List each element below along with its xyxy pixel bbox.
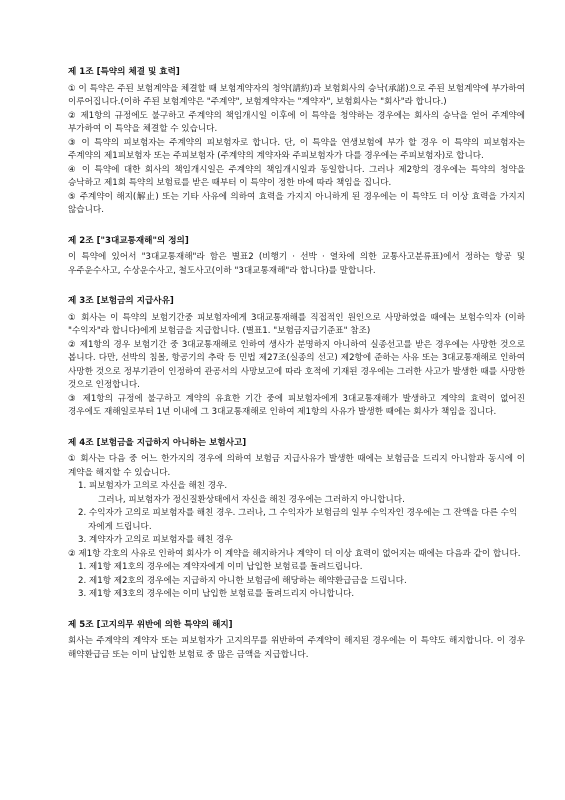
article-4-item-1: 1. 피보험자가 고의로 자신을 해친 경우. bbox=[78, 481, 228, 491]
article-1-para-2: ② 제1항의 규정에도 불구하고 주계약의 책임개시일 이후에 이 특약을 청약하는 경우에는 회사의 승낙을 얻어 주계약에 부가하여 이 특약을 체결할 수 있습니다. bbox=[68, 110, 525, 134]
article-3-title: 제 3조 [보험금의 지급사유] bbox=[68, 296, 174, 306]
article-1-para-4: ④ 이 특약에 대한 회사의 책임개시일은 주계약의 책임개시일과 동일합니다. 그러나 제2항의 경우에는 특약의 청약을 승낙하고 제1회 특약의 보험료를 받은 때부터 이 특약이 정한 바에 따라 책임을 집니다. bbox=[68, 164, 525, 188]
article-5 bbox=[68, 619, 525, 663]
article-1-title: 제 1조 [특약의 체결 및 효력] bbox=[68, 67, 180, 77]
article-2-para-1: 이 특약에 있어서 "3대교통재해"라 함은 별표2 (비행기 · 선박 · 열차에 의한 교통사고분류표)에서 정하는 항공 및 우주운수사고, 수상운수사고, 철도사고(이하 "3대교통재해"라 합니다)를 말합니다. bbox=[68, 252, 525, 276]
article-2 bbox=[68, 235, 525, 279]
article-1 bbox=[68, 66, 525, 218]
article-5-para-1: 회사는 주계약의 계약자 또는 피보험자가 고지의무를 위반하여 주계약이 해지된 경우에는 이 특약도 해지합니다. 이 경우 해약환급금 또는 이미 납입한 보험료 중 많은 금액을 지급합니다. bbox=[68, 636, 525, 660]
article-1-para-1: ① 이 특약은 주된 보험계약을 체결할 때 보험계약자의 청약(請約)과 보험회사의 승낙(承諾)으로 주된 보험계약에 부가하여 이루어집니다.(이하 주된 보험계약은 "주계약", 보험계약자는 "계약자", 보험회사는 "회사"라 합니다.) bbox=[68, 83, 525, 107]
article-3-para-1: ① 회사는 이 특약의 보험기간중 피보험자에게 3대교통재해를 직접적인 원인으로 사망하였을 때에는 보험수익자 (이하 "수익자"라 합니다)에게 보험금을 지급합니다. (별표1. "보험금지급기준표" 참조) bbox=[68, 312, 525, 336]
article-2-title: 제 2조 ["3대교통재해"의 정의] bbox=[68, 235, 189, 246]
article-4-subitem-3: 3. 제1항 제3호의 경우에는 이미 납입한 보험료를 돌려드리지 아니합니다. bbox=[78, 589, 355, 599]
article-4-para-1: ① 회사는 다음 중 어느 한가지의 경우에 의하여 보험금 지급사유가 발생한 때에는 보험금을 드리지 아니함과 동시에 이 계약을 해지할 수 있습니다. bbox=[68, 454, 525, 478]
article-1-para-3: ③ 이 특약의 피보험자는 주계약의 피보험자로 합니다. 단, 이 특약을 연생보험에 부가 할 경우 이 특약의 피보험자는 주계약의 제1피보험자 또는 주피보험자 (주계약의 계약자와 주피보험자가 다를 경우에는 주피보험자)로 합니다. bbox=[68, 137, 525, 161]
article-5-title: 제 5조 [고지의무 위반에 의한 특약의 해지] bbox=[68, 619, 233, 630]
article-1-para-5: ⑤ 주계약이 해지(解止) 또는 기타 사유에 의하여 효력을 가지지 아니하게 된 경우에는 이 특약도 더 이상 효력을 가지지 않습니다. bbox=[68, 191, 525, 215]
article-3-para-2: ② 제1항의 경우 보험기간 중 3대교통재해로 인하여 생사가 분명하지 아니하여 실종선고를 받은 경우에는 사망한 것으로 봅니다. 다만, 선박의 침몰, 항공기의 추락 등 민법 제27조(실종의 선고) 제2항에 준하는 사유 또는 3대교통재해로 인하여 사망한 것으로 정부기관이 인정하여 관공서의 사망보고에 따라 호적에 기재된 경우에는 그러한 사고가 발생한 때를 사망한 것으로 인정합니다. bbox=[68, 339, 525, 390]
article-4-para-2: ② 제1항 각호의 사유로 인하여 회사가 이 계약을 해지하거나 계약이 더 이상 효력이 없어지는 때에는 다음과 같이 합니다. bbox=[68, 548, 521, 559]
article-3 bbox=[68, 295, 525, 420]
article-4-subitem-1: 1. 제1항 제1호의 경우에는 계약자에게 이미 납입한 보험료를 돌려드립니다. bbox=[78, 562, 363, 572]
article-3-para-3: ③ 제1항의 규정에 불구하고 계약의 유효한 기간 중에 피보험자에게 3대교통재해가 발생하고 계약의 효력이 없어진 경우에도 재해일로부터 1년 이내에 그 3대교통재해로 인하여 제1항의 사유가 발생한 때에는 회사가 책임을 집니다. bbox=[68, 393, 525, 417]
article-4-item-3: 3. 계약자가 고의로 피보험자를 해친 경우 bbox=[78, 535, 233, 545]
article-4 bbox=[68, 437, 525, 602]
article-4-item-1-sub: 그러나, 피보험자가 정신질환상태에서 자신을 해친 경우에는 그러하지 아니합니다. bbox=[98, 494, 405, 505]
article-4-item-2: 2. 수익자가 고의로 피보험자를 해친 경우. 그러나, 그 수익자가 보험금의 일부 수익자인 경우에는 그 잔액을 다른 수익자에게 드립니다. bbox=[78, 508, 518, 532]
article-4-subitem-2: 2. 제1항 제2호의 경우에는 지급하지 아니한 보험금에 해당하는 해약환급금을 드립니다. bbox=[78, 575, 407, 586]
article-4-title: 제 4조 [보험금을 지급하지 아니하는 보험사고] bbox=[68, 437, 247, 448]
